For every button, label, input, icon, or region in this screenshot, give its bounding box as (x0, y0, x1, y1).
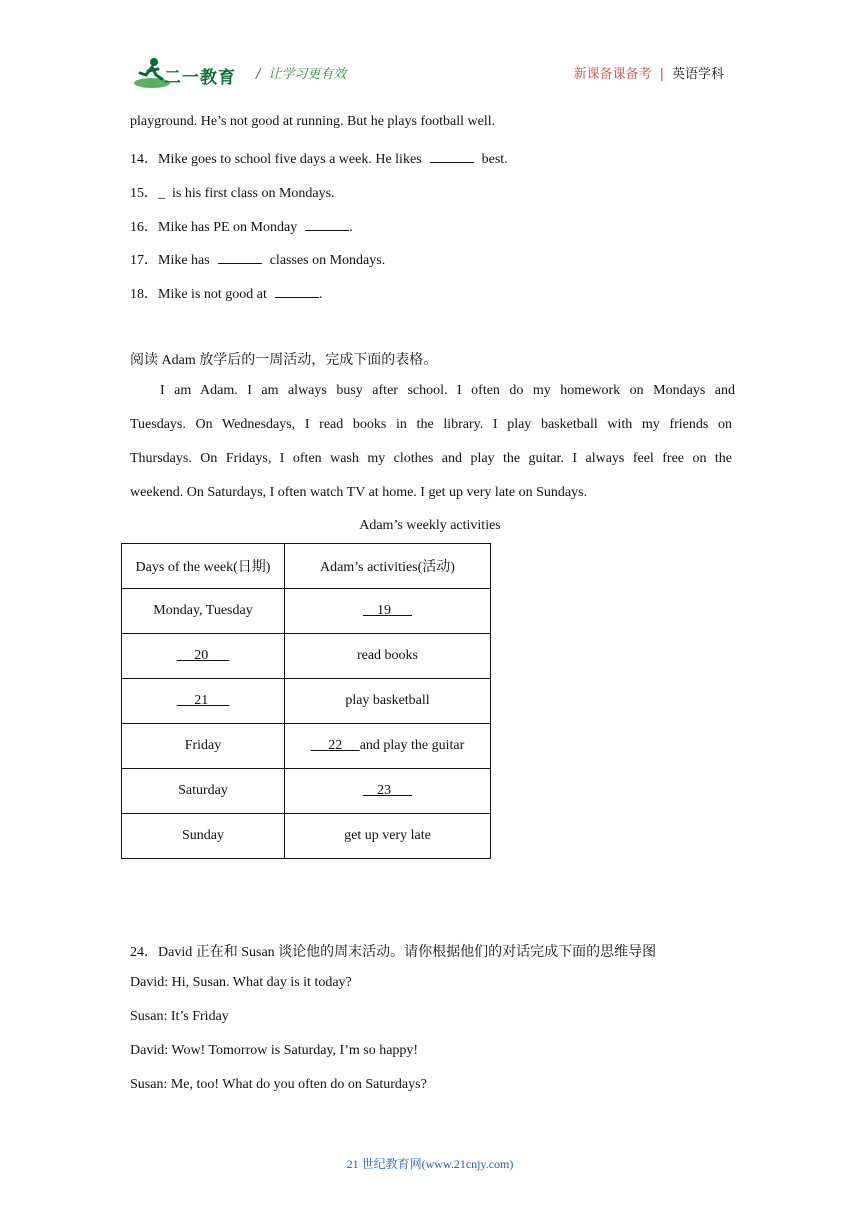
header-right (574, 63, 724, 82)
question-number: 18． (130, 287, 158, 302)
reading-line-4: weekend. On Saturdays, I often watch TV at home. I get up very late on Sundays. (130, 485, 588, 500)
intro-line: playground. He’s not good at running. But he plays football well. (130, 114, 496, 129)
table-row (122, 634, 491, 679)
answer-blank[interactable]: _ (158, 186, 165, 201)
dialogue-line: Susan: Me, too! What do you often do on Saturdays? (130, 1077, 427, 1092)
day-cell: Monday, Tuesday (122, 589, 285, 634)
blank-number: 21 (194, 693, 209, 708)
question-text: Mike is not good at (158, 287, 267, 302)
answer-blank[interactable] (218, 251, 262, 264)
logo-text: 二一教育 (164, 68, 236, 88)
dialogue-line: David: Hi, Susan. What day is it today? (130, 975, 352, 990)
page-header (130, 55, 730, 95)
question-text-after: is his first class on Mondays. (172, 186, 335, 201)
table-caption: Adam’s weekly activities (359, 518, 501, 533)
answer-blank[interactable] (430, 150, 474, 163)
table-header-row (122, 544, 491, 589)
header-activities: Adam’s activities(活动) (285, 544, 491, 589)
page-footer: 21 世纪教育网(www.21cnjy.com) (346, 1157, 514, 1171)
table-row (122, 679, 491, 724)
question-18 (130, 283, 322, 303)
question-number: 15． (130, 186, 158, 201)
dialogue-line: Susan: It’s Friday (130, 1009, 229, 1024)
activities-table (121, 543, 491, 859)
question-17 (130, 249, 385, 269)
reading-line-1: I am Adam. I am always busy after school. I often do my homework on Mondays and (160, 383, 736, 398)
question-text: Mike has (158, 253, 210, 268)
header-separator: | (659, 67, 664, 82)
day-cell: Saturday (122, 769, 285, 814)
answer-blank-19[interactable] (363, 603, 377, 618)
table-row (122, 589, 491, 634)
question-number: 14． (130, 152, 158, 167)
reading-line-2: Tuesdays. On Wednesdays, I read books in the library. I play basketball with my friends on (130, 417, 732, 432)
activity-blank-cell[interactable] (285, 769, 491, 814)
table-row (122, 724, 491, 769)
table-row (122, 814, 491, 859)
day-blank-cell[interactable] (122, 634, 285, 679)
question-text: Mike goes to school five days a week. He likes (158, 152, 422, 167)
blank-number: 23 (377, 783, 391, 798)
day-blank-cell[interactable] (122, 679, 285, 724)
slogan-text: 让学习更有效 (268, 67, 347, 82)
question-14 (130, 148, 508, 168)
dialogue-line: David: Wow! Tomorrow is Saturday, I’m so happy! (130, 1043, 419, 1058)
question-15 (130, 182, 335, 202)
question-text-after: . (349, 220, 353, 235)
table-row (122, 769, 491, 814)
activity-blank-cell[interactable] (285, 589, 491, 634)
reading-line-3: Thursdays. On Fridays, I often wash my clothes and play the guitar. I always feel free on the (130, 451, 732, 466)
question-text-after: classes on Mondays. (269, 253, 386, 268)
question-text: Mike has PE on Monday (158, 220, 298, 235)
header-label-subject: 英语学科 (671, 67, 724, 82)
activity-cell: get up very late (285, 814, 491, 859)
activity-blank-cell[interactable] (285, 724, 491, 769)
question-number: 16． (130, 220, 158, 235)
blank-number: 22 (328, 738, 343, 753)
logo (130, 55, 242, 91)
activity-suffix: and play the guitar (359, 738, 465, 753)
question-24-title: 24．David 正在和 Susan 谈论他的周末活动。请你根据他们的对话完成下面的思维导图 (130, 945, 657, 960)
activity-cell: read books (285, 634, 491, 679)
answer-blank[interactable] (305, 218, 349, 231)
slogan: / 让学习更有效 (256, 67, 347, 82)
header-days: Days of the week(日期) (122, 544, 285, 589)
reading-instruction: 阅读 Adam 放学后的一周活动，完成下面的表格。 (130, 353, 438, 368)
question-text-after: . (318, 287, 323, 302)
blank-number: 19 (377, 603, 391, 618)
blank-number: 20 (194, 648, 209, 663)
header-label-prep: 新课备课备考 (573, 67, 652, 82)
activity-cell: play basketball (285, 679, 491, 724)
question-number: 17． (130, 253, 158, 268)
question-text-after: best. (481, 152, 508, 167)
day-cell: Friday (122, 724, 285, 769)
day-cell: Sunday (122, 814, 285, 859)
question-16 (130, 216, 353, 236)
answer-blank[interactable] (275, 285, 319, 298)
